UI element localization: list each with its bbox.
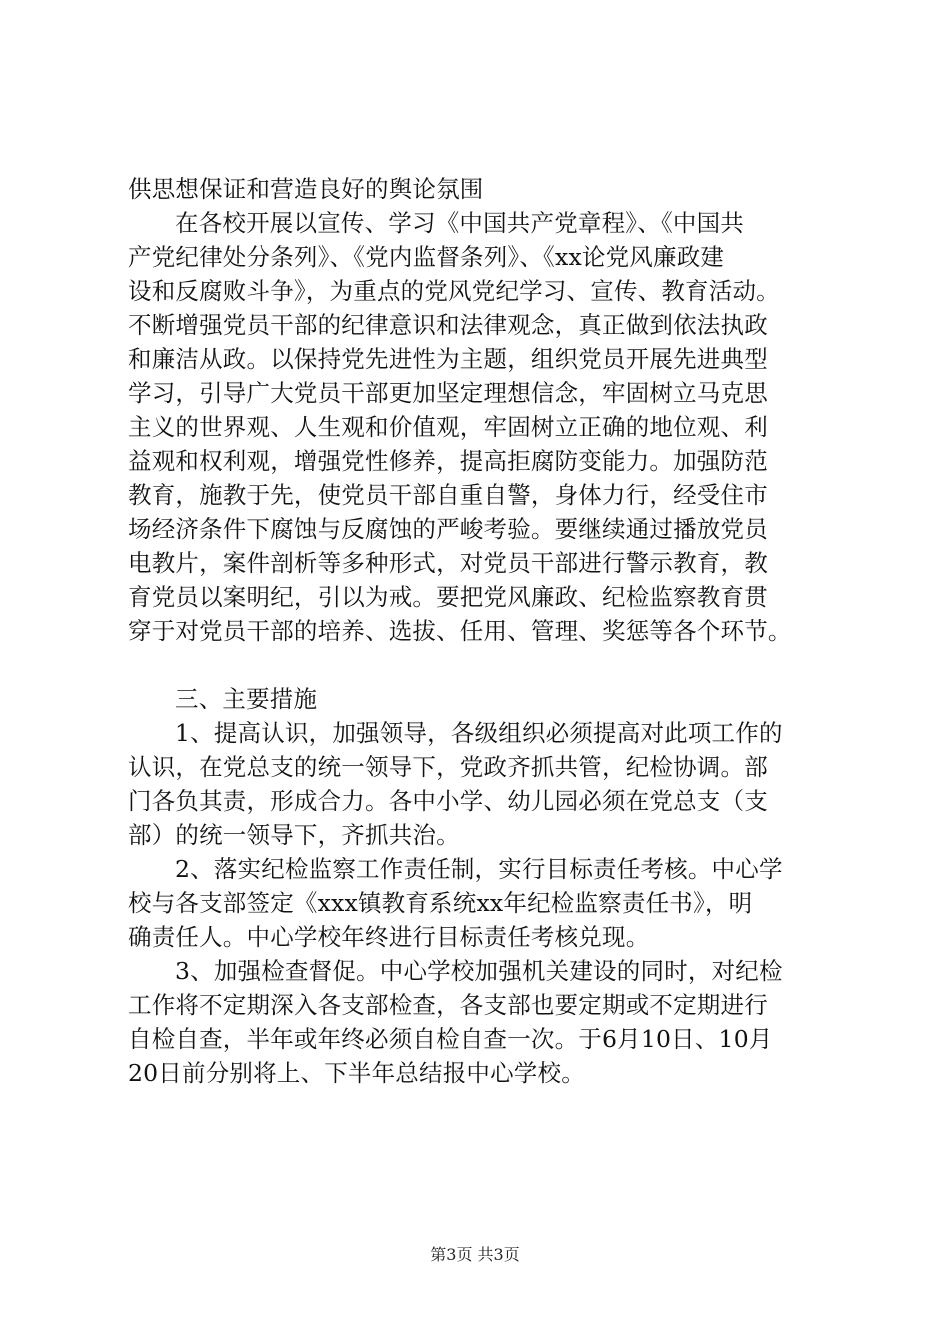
text-line: 主义的世界观、人生观和价值观，牢固树立正确的地位观、利 [128,413,768,441]
text-line: 电教片，案件剖析等多种形式，对党员干部进行警示教育，教 [128,549,768,577]
text-line: 确责任人。中心学校年终进行目标责任考核兑现。 [128,923,650,951]
text-line: 校与各支部签定《xxx镇教育系统xx年纪检监察责任书》，明 [128,889,753,917]
text-line: 工作将不定期深入各支部检查，各支部也要定期或不定期进行 [128,991,768,1019]
text-line: 1、提高认识，加强领导，各级组织必须提高对此项工作的 [175,719,783,747]
text-line: 2、落实纪检监察工作责任制，实行目标责任考核。中心学 [175,855,783,883]
text-line: 产党纪律处分条列》、《党内监督条列》、《xx论党风廉政建 [128,243,725,271]
text-line: 自检自查，半年或年终必须自检自查一次。于6月10日、10月 [128,1025,773,1053]
page-footer: 第3页 共3页 [430,1245,520,1264]
text-line: 门各负其责，形成合力。各中小学、幼儿园必须在党总支（支 [128,787,768,815]
text-line: 设和反腐败斗争》，为重点的党风党纪学习、宣传、教育活动。 [128,277,780,305]
text-line: 在各校开展以宣传、学习《中国共产党章程》、《中国共 [175,209,744,237]
text-line: 场经济条件下腐蚀与反腐蚀的严峻考验。要继续通过播放党员 [128,515,768,543]
text-line: 供思想保证和营造良好的舆论氛围 [128,175,484,203]
text-line: 学习，引导广大党员干部更加坚定理想信念，牢固树立马克思 [128,379,768,407]
text-line: 穿于对党员干部的培养、选拔、任用、管理、奖惩等各个环节。 [128,617,792,645]
text-line: 20日前分别将上、下半年总结报中心学校。 [128,1059,585,1087]
text-line: 育党员以案明纪，引以为戒。要把党风廉政、纪检监察教育贯 [128,583,768,611]
text-line: 教育，施教于先，使党员干部自重自警，身体力行，经受住市 [128,481,768,509]
text-line: 3、加强检查督促。中心学校加强机关建设的同时，对纪检 [175,957,783,985]
text-line: 认识，在党总支的统一领导下，党政齐抓共管，纪检协调。部 [128,753,768,781]
text-line: 和廉洁从政。以保持党先进性为主题，组织党员开展先进典型 [128,345,768,373]
text-line: 部）的统一领导下，齐抓共治。 [128,821,460,849]
section-heading: 三、主要措施 [175,685,318,713]
text-line: 益观和权利观，增强党性修养，提高拒腐防变能力。加强防范 [128,447,768,475]
text-line: 不断增强党员干部的纪律意识和法律观念，真正做到依法执政 [128,311,768,339]
